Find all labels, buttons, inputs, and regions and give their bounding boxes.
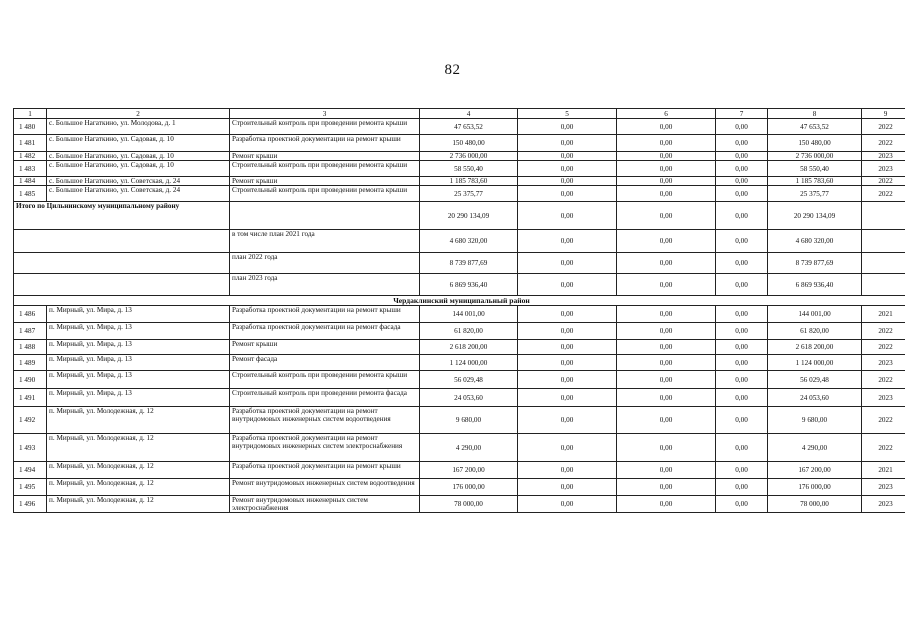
amount-cell: 150 480,00 — [768, 135, 862, 152]
amount-cell: 0,00 — [518, 306, 617, 323]
work-type-cell: Разработка проектной документации на ремонт крыши — [230, 306, 420, 323]
address-cell: п. Мирный, ул. Молодежная, д. 12 — [47, 407, 230, 434]
amount-cell: 0,00 — [617, 323, 716, 340]
amount-cell: 2 618 200,00 — [420, 340, 518, 355]
plan-amount-cell: 0,00 — [518, 230, 617, 253]
amount-cell: 150 480,00 — [420, 135, 518, 152]
address-cell: с. Большое Нагаткино, ул. Садовая, д. 10 — [47, 135, 230, 152]
amount-cell: 0,00 — [617, 371, 716, 389]
plan-label-cell: план 2022 года — [230, 253, 420, 274]
amount-cell: 0,00 — [617, 462, 716, 479]
plan-amount-cell: 0,00 — [617, 230, 716, 253]
table-row — [14, 135, 905, 152]
table-row — [14, 371, 905, 389]
region-title: Чердаклинский муниципальный район — [14, 296, 905, 306]
amount-cell: 47 653,52 — [768, 119, 862, 135]
year-cell: 2022 — [862, 135, 905, 152]
empty-cell — [862, 253, 905, 274]
amount-cell: 0,00 — [518, 161, 617, 177]
works-table — [13, 108, 905, 513]
amount-cell: 0,00 — [518, 323, 617, 340]
amount-cell: 167 200,00 — [768, 462, 862, 479]
column-number-cell: 3 — [230, 109, 420, 119]
row-number-cell: 1 491 — [14, 389, 47, 407]
amount-cell: 0,00 — [518, 355, 617, 371]
table-row — [14, 306, 905, 323]
amount-cell: 0,00 — [518, 371, 617, 389]
amount-cell: 0,00 — [716, 152, 768, 161]
plan-row — [14, 230, 905, 253]
amount-cell: 144 001,00 — [768, 306, 862, 323]
plan-label-cell: план 2023 года — [230, 274, 420, 296]
row-number-cell: 1 492 — [14, 407, 47, 434]
amount-cell: 0,00 — [617, 186, 716, 202]
amount-cell: 2 618 200,00 — [768, 340, 862, 355]
plan-label-cell: в том числе план 2021 года — [230, 230, 420, 253]
work-type-cell: Строительный контроль при проведении ремонта крыши — [230, 371, 420, 389]
column-number-cell: 8 — [768, 109, 862, 119]
plan-row — [14, 253, 905, 274]
empty-cell — [14, 230, 230, 253]
amount-cell: 0,00 — [617, 434, 716, 462]
amount-cell: 0,00 — [617, 135, 716, 152]
year-cell: 2022 — [862, 340, 905, 355]
amount-cell: 0,00 — [518, 177, 617, 186]
year-cell: 2022 — [862, 177, 905, 186]
address-cell: с. Большое Нагаткино, ул. Советская, д. 24 — [47, 186, 230, 202]
amount-cell: 25 375,77 — [768, 186, 862, 202]
plan-amount-cell: 8 739 877,69 — [420, 253, 518, 274]
plan-amount-cell: 8 739 877,69 — [768, 253, 862, 274]
amount-cell: 24 053,60 — [420, 389, 518, 407]
column-number-cell: 2 — [47, 109, 230, 119]
work-type-cell: Ремонт крыши — [230, 152, 420, 161]
amount-cell: 1 185 783,60 — [420, 177, 518, 186]
row-number-cell: 1 486 — [14, 306, 47, 323]
amount-cell: 0,00 — [716, 389, 768, 407]
amount-cell: 1 124 000,00 — [420, 355, 518, 371]
address-cell: п. Мирный, ул. Молодежная, д. 12 — [47, 479, 230, 496]
year-cell: 2023 — [862, 161, 905, 177]
amount-cell: 58 550,40 — [768, 161, 862, 177]
year-cell: 2021 — [862, 462, 905, 479]
amount-cell: 0,00 — [518, 135, 617, 152]
row-number-cell: 1 488 — [14, 340, 47, 355]
year-cell: 2023 — [862, 152, 905, 161]
amount-cell: 0,00 — [617, 496, 716, 513]
amount-cell: 176 000,00 — [420, 479, 518, 496]
amount-cell: 0,00 — [518, 340, 617, 355]
amount-cell: 1 185 783,60 — [768, 177, 862, 186]
address-cell: п. Мирный, ул. Мира, д. 13 — [47, 355, 230, 371]
amount-cell: 2 736 000,00 — [420, 152, 518, 161]
amount-cell: 25 375,77 — [420, 186, 518, 202]
amount-cell: 4 290,00 — [768, 434, 862, 462]
amount-cell: 0,00 — [716, 340, 768, 355]
address-cell: с. Большое Нагаткино, ул. Молодова, д. 1 — [47, 119, 230, 135]
amount-cell: 0,00 — [617, 161, 716, 177]
table-row — [14, 407, 905, 434]
work-type-cell: Разработка проектной документации на ремонт крыши — [230, 135, 420, 152]
amount-cell: 167 200,00 — [420, 462, 518, 479]
plan-amount-cell: 6 869 936,40 — [420, 274, 518, 296]
address-cell: п. Мирный, ул. Молодежная, д. 12 — [47, 496, 230, 513]
amount-cell: 2 736 000,00 — [768, 152, 862, 161]
total-amount-cell: 0,00 — [617, 202, 716, 230]
row-number-cell: 1 482 — [14, 152, 47, 161]
total-amount-cell: 20 290 134,09 — [768, 202, 862, 230]
address-cell: п. Мирный, ул. Мира, д. 13 — [47, 340, 230, 355]
amount-cell: 47 653,52 — [420, 119, 518, 135]
year-cell: 2021 — [862, 306, 905, 323]
work-type-cell: Разработка проектной документации на ремонт фасада — [230, 323, 420, 340]
header-row — [14, 109, 905, 119]
empty-cell — [862, 274, 905, 296]
plan-amount-cell: 4 680 320,00 — [768, 230, 862, 253]
year-cell: 2023 — [862, 389, 905, 407]
plan-row — [14, 274, 905, 296]
empty-cell — [14, 253, 230, 274]
amount-cell: 0,00 — [716, 371, 768, 389]
amount-cell: 0,00 — [518, 479, 617, 496]
year-cell: 2022 — [862, 371, 905, 389]
amount-cell: 0,00 — [716, 161, 768, 177]
address-cell: с. Большое Нагаткино, ул. Садовая, д. 10 — [47, 161, 230, 177]
table-row — [14, 186, 905, 202]
plan-amount-cell: 4 680 320,00 — [420, 230, 518, 253]
work-type-cell: Ремонт внутридомовых инженерных систем водоотведения — [230, 479, 420, 496]
table-row — [14, 479, 905, 496]
year-cell: 2022 — [862, 186, 905, 202]
amount-cell: 0,00 — [518, 186, 617, 202]
amount-cell: 144 001,00 — [420, 306, 518, 323]
amount-cell: 0,00 — [617, 340, 716, 355]
amount-cell: 0,00 — [518, 152, 617, 161]
total-amount-cell: 0,00 — [518, 202, 617, 230]
amount-cell: 9 680,00 — [768, 407, 862, 434]
work-type-cell: Разработка проектной документации на ремонт внутридомовых инженерных систем водоотведения — [230, 407, 420, 434]
work-type-cell: Разработка проектной документации на ремонт внутридомовых инженерных систем электроснабжения — [230, 434, 420, 462]
table-row — [14, 434, 905, 462]
address-cell: с. Большое Нагаткино, ул. Советская, д. 24 — [47, 177, 230, 186]
amount-cell: 78 000,00 — [420, 496, 518, 513]
address-cell: п. Мирный, ул. Мира, д. 13 — [47, 371, 230, 389]
row-number-cell: 1 495 — [14, 479, 47, 496]
column-number-cell: 4 — [420, 109, 518, 119]
amount-cell: 0,00 — [617, 479, 716, 496]
amount-cell: 0,00 — [716, 407, 768, 434]
address-cell: п. Мирный, ул. Мира, д. 13 — [47, 323, 230, 340]
row-number-cell: 1 485 — [14, 186, 47, 202]
table-row — [14, 152, 905, 161]
total-amount-cell: 0,00 — [716, 202, 768, 230]
amount-cell: 24 053,60 — [768, 389, 862, 407]
amount-cell: 56 029,48 — [420, 371, 518, 389]
row-number-cell: 1 494 — [14, 462, 47, 479]
column-number-cell: 5 — [518, 109, 617, 119]
amount-cell: 0,00 — [716, 306, 768, 323]
work-type-cell: Ремонт фасада — [230, 355, 420, 371]
table-row — [14, 161, 905, 177]
amount-cell: 0,00 — [617, 306, 716, 323]
amount-cell: 0,00 — [716, 135, 768, 152]
amount-cell: 61 820,00 — [420, 323, 518, 340]
row-number-cell: 1 489 — [14, 355, 47, 371]
amount-cell: 0,00 — [617, 119, 716, 135]
table-row — [14, 323, 905, 340]
plan-amount-cell: 6 869 936,40 — [768, 274, 862, 296]
table-row — [14, 389, 905, 407]
row-number-cell: 1 481 — [14, 135, 47, 152]
table-row — [14, 496, 905, 513]
table-row — [14, 119, 905, 135]
amount-cell: 1 124 000,00 — [768, 355, 862, 371]
address-cell: п. Мирный, ул. Мира, д. 13 — [47, 389, 230, 407]
amount-cell: 0,00 — [617, 355, 716, 371]
amount-cell: 0,00 — [716, 186, 768, 202]
address-cell: п. Мирный, ул. Молодежная, д. 12 — [47, 434, 230, 462]
column-number-cell: 7 — [716, 109, 768, 119]
amount-cell: 61 820,00 — [768, 323, 862, 340]
amount-cell: 0,00 — [716, 462, 768, 479]
amount-cell: 0,00 — [518, 434, 617, 462]
region-title-row — [14, 296, 905, 306]
total-label-cell: Итого по Цильнинскому муниципальному району — [14, 202, 230, 230]
row-number-cell: 1 496 — [14, 496, 47, 513]
total-amount-cell: 20 290 134,09 — [420, 202, 518, 230]
work-type-cell: Ремонт крыши — [230, 340, 420, 355]
table-row — [14, 340, 905, 355]
year-cell: 2023 — [862, 355, 905, 371]
year-cell: 2022 — [862, 434, 905, 462]
amount-cell: 0,00 — [716, 496, 768, 513]
plan-amount-cell: 0,00 — [716, 253, 768, 274]
work-type-cell: Разработка проектной документации на ремонт крыши — [230, 462, 420, 479]
table-row — [14, 355, 905, 371]
amount-cell: 0,00 — [617, 407, 716, 434]
amount-cell: 0,00 — [518, 389, 617, 407]
amount-cell: 0,00 — [617, 389, 716, 407]
amount-cell: 56 029,48 — [768, 371, 862, 389]
amount-cell: 0,00 — [617, 152, 716, 161]
total-row — [14, 202, 905, 230]
table-row — [14, 462, 905, 479]
work-type-cell: Строительный контроль при проведении ремонта фасада — [230, 389, 420, 407]
plan-amount-cell: 0,00 — [716, 274, 768, 296]
year-cell: 2023 — [862, 496, 905, 513]
amount-cell: 78 000,00 — [768, 496, 862, 513]
amount-cell: 0,00 — [518, 119, 617, 135]
empty-cell — [230, 202, 420, 230]
page-number: 82 — [444, 62, 461, 78]
table-row — [14, 177, 905, 186]
amount-cell: 9 680,00 — [420, 407, 518, 434]
column-number-cell: 1 — [14, 109, 47, 119]
amount-cell: 0,00 — [716, 434, 768, 462]
plan-amount-cell: 0,00 — [518, 274, 617, 296]
work-type-cell: Ремонт внутридомовых инженерных систем электроснабжения — [230, 496, 420, 513]
plan-amount-cell: 0,00 — [617, 274, 716, 296]
empty-cell — [14, 274, 230, 296]
amount-cell: 0,00 — [518, 496, 617, 513]
amount-cell: 0,00 — [716, 355, 768, 371]
amount-cell: 0,00 — [716, 177, 768, 186]
work-type-cell: Строительный контроль при проведении ремонта крыши — [230, 119, 420, 135]
year-cell: 2022 — [862, 119, 905, 135]
address-cell: п. Мирный, ул. Мира, д. 13 — [47, 306, 230, 323]
row-number-cell: 1 493 — [14, 434, 47, 462]
address-cell: с. Большое Нагаткино, ул. Садовая, д. 10 — [47, 152, 230, 161]
empty-cell — [862, 230, 905, 253]
column-number-cell: 6 — [617, 109, 716, 119]
column-number-cell: 9 — [862, 109, 905, 119]
amount-cell: 0,00 — [716, 479, 768, 496]
work-type-cell: Ремонт крыши — [230, 177, 420, 186]
row-number-cell: 1 484 — [14, 177, 47, 186]
address-cell: п. Мирный, ул. Молодежная, д. 12 — [47, 462, 230, 479]
empty-cell — [862, 202, 905, 230]
amount-cell: 0,00 — [518, 462, 617, 479]
plan-amount-cell: 0,00 — [518, 253, 617, 274]
plan-amount-cell: 0,00 — [716, 230, 768, 253]
amount-cell: 176 000,00 — [768, 479, 862, 496]
row-number-cell: 1 480 — [14, 119, 47, 135]
amount-cell: 0,00 — [716, 323, 768, 340]
row-number-cell: 1 487 — [14, 323, 47, 340]
year-cell: 2023 — [862, 479, 905, 496]
year-cell: 2022 — [862, 407, 905, 434]
row-number-cell: 1 490 — [14, 371, 47, 389]
amount-cell: 4 290,00 — [420, 434, 518, 462]
year-cell: 2022 — [862, 323, 905, 340]
amount-cell: 0,00 — [518, 407, 617, 434]
amount-cell: 0,00 — [617, 177, 716, 186]
row-number-cell: 1 483 — [14, 161, 47, 177]
work-type-cell: Строительный контроль при проведении ремонта крыши — [230, 161, 420, 177]
plan-amount-cell: 0,00 — [617, 253, 716, 274]
amount-cell: 58 550,40 — [420, 161, 518, 177]
work-type-cell: Строительный контроль при проведении ремонта крыши — [230, 186, 420, 202]
amount-cell: 0,00 — [716, 119, 768, 135]
